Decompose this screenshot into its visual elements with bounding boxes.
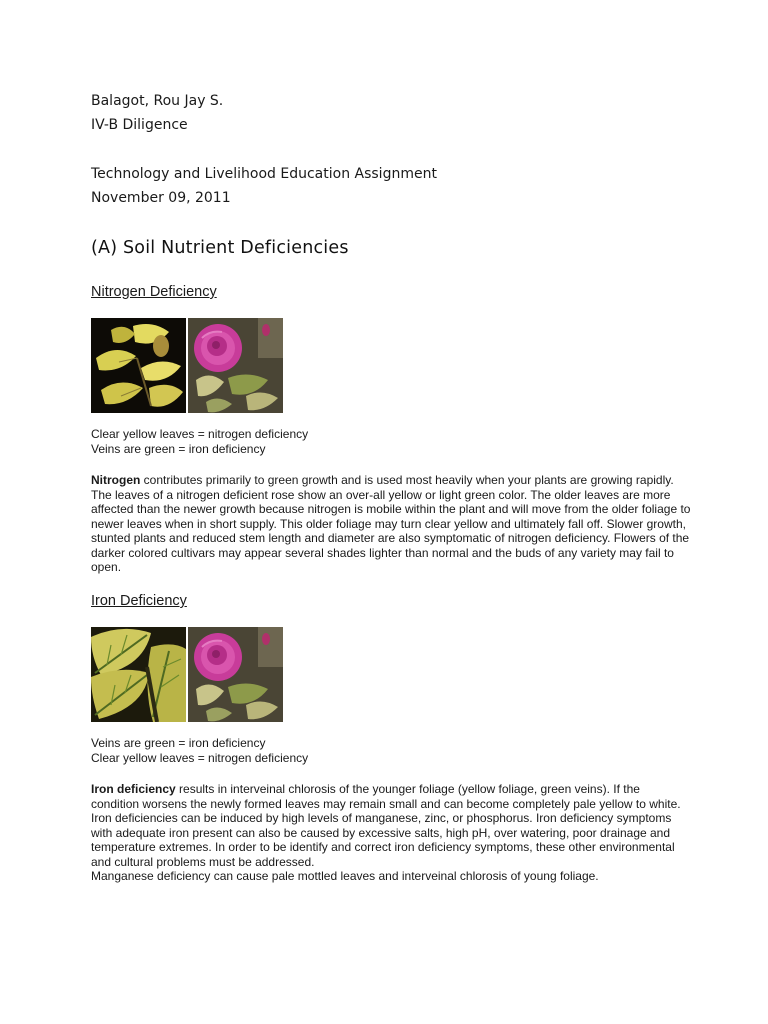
iron-photos xyxy=(91,627,283,722)
nitrogen-caption-1: Clear yellow leaves = nitrogen deficiency xyxy=(91,427,309,441)
main-title: (A) Soil Nutrient Deficiencies xyxy=(91,238,349,258)
yellow-leaves-photo xyxy=(91,318,186,413)
iron-caption-2: Clear yellow leaves = nitrogen deficiency xyxy=(91,750,309,765)
iron-caption-1: Veins are green = iron deficiency xyxy=(91,736,266,750)
assignment-date: November 09, 2011 xyxy=(91,190,231,206)
pink-rose-photo xyxy=(188,627,283,722)
nitrogen-captions xyxy=(91,427,308,456)
manganese-note: Manganese deficiency can cause pale mottled leaves and interveinal chlorosis of young foliage. xyxy=(91,869,599,883)
pink-rose-photo xyxy=(188,318,283,413)
nitrogen-heading: Nitrogen Deficiency xyxy=(91,284,217,300)
iron-paragraph xyxy=(91,782,691,884)
nitrogen-photos xyxy=(91,318,283,413)
iron-term: Iron deficiency xyxy=(91,782,176,796)
nitrogen-body: contributes primarily to green growth and is used most heavily when your plants are growing rapidly. The leaves of a nitrogen deficient rose show an over-all yellow or light green color. The older leaves are more affected than the newer growth because nitrogen is mobile within the plant and will move from the older foliage to newer leaves when in short supply. This older foliage may turn clear yellow and ultimately fall off. Slower growth, stunted plants and reduced stem length and diameter are also symptomatic of nitrogen deficiency. Flowers of the darker colored cultivars may appear several shades lighter than normal and the buds of any variety may fail to open. xyxy=(91,473,691,574)
nitrogen-caption-2: Veins are green = iron deficiency xyxy=(91,441,266,456)
nitrogen-term: Nitrogen xyxy=(91,473,141,487)
iron-captions xyxy=(91,736,308,765)
student-name: Balagot, Rou Jay S. xyxy=(91,93,224,109)
iron-body: results in interveinal chlorosis of the younger foliage (yellow foliage, green veins). If the condition worsens the newly formed leaves may remain small and can become completely pale yellow to white. Iron deficiencies can be induced by high levels of manganese, zinc, or phosphorus. Iron deficiency symptoms with adequate iron present can also be caused by excessive salts, high pH, over watering, poor drainage and temperature extremes. In order to be identify and correct iron deficiency symptoms, these other environmental and cultural problems must be addressed. xyxy=(91,782,681,869)
iron-heading: Iron Deficiency xyxy=(91,593,187,609)
green-veined-leaves-photo xyxy=(91,627,186,722)
nitrogen-paragraph xyxy=(91,473,691,575)
assignment-title: Technology and Livelihood Education Assignment xyxy=(91,166,437,182)
student-section: IV-B Diligence xyxy=(91,117,188,133)
